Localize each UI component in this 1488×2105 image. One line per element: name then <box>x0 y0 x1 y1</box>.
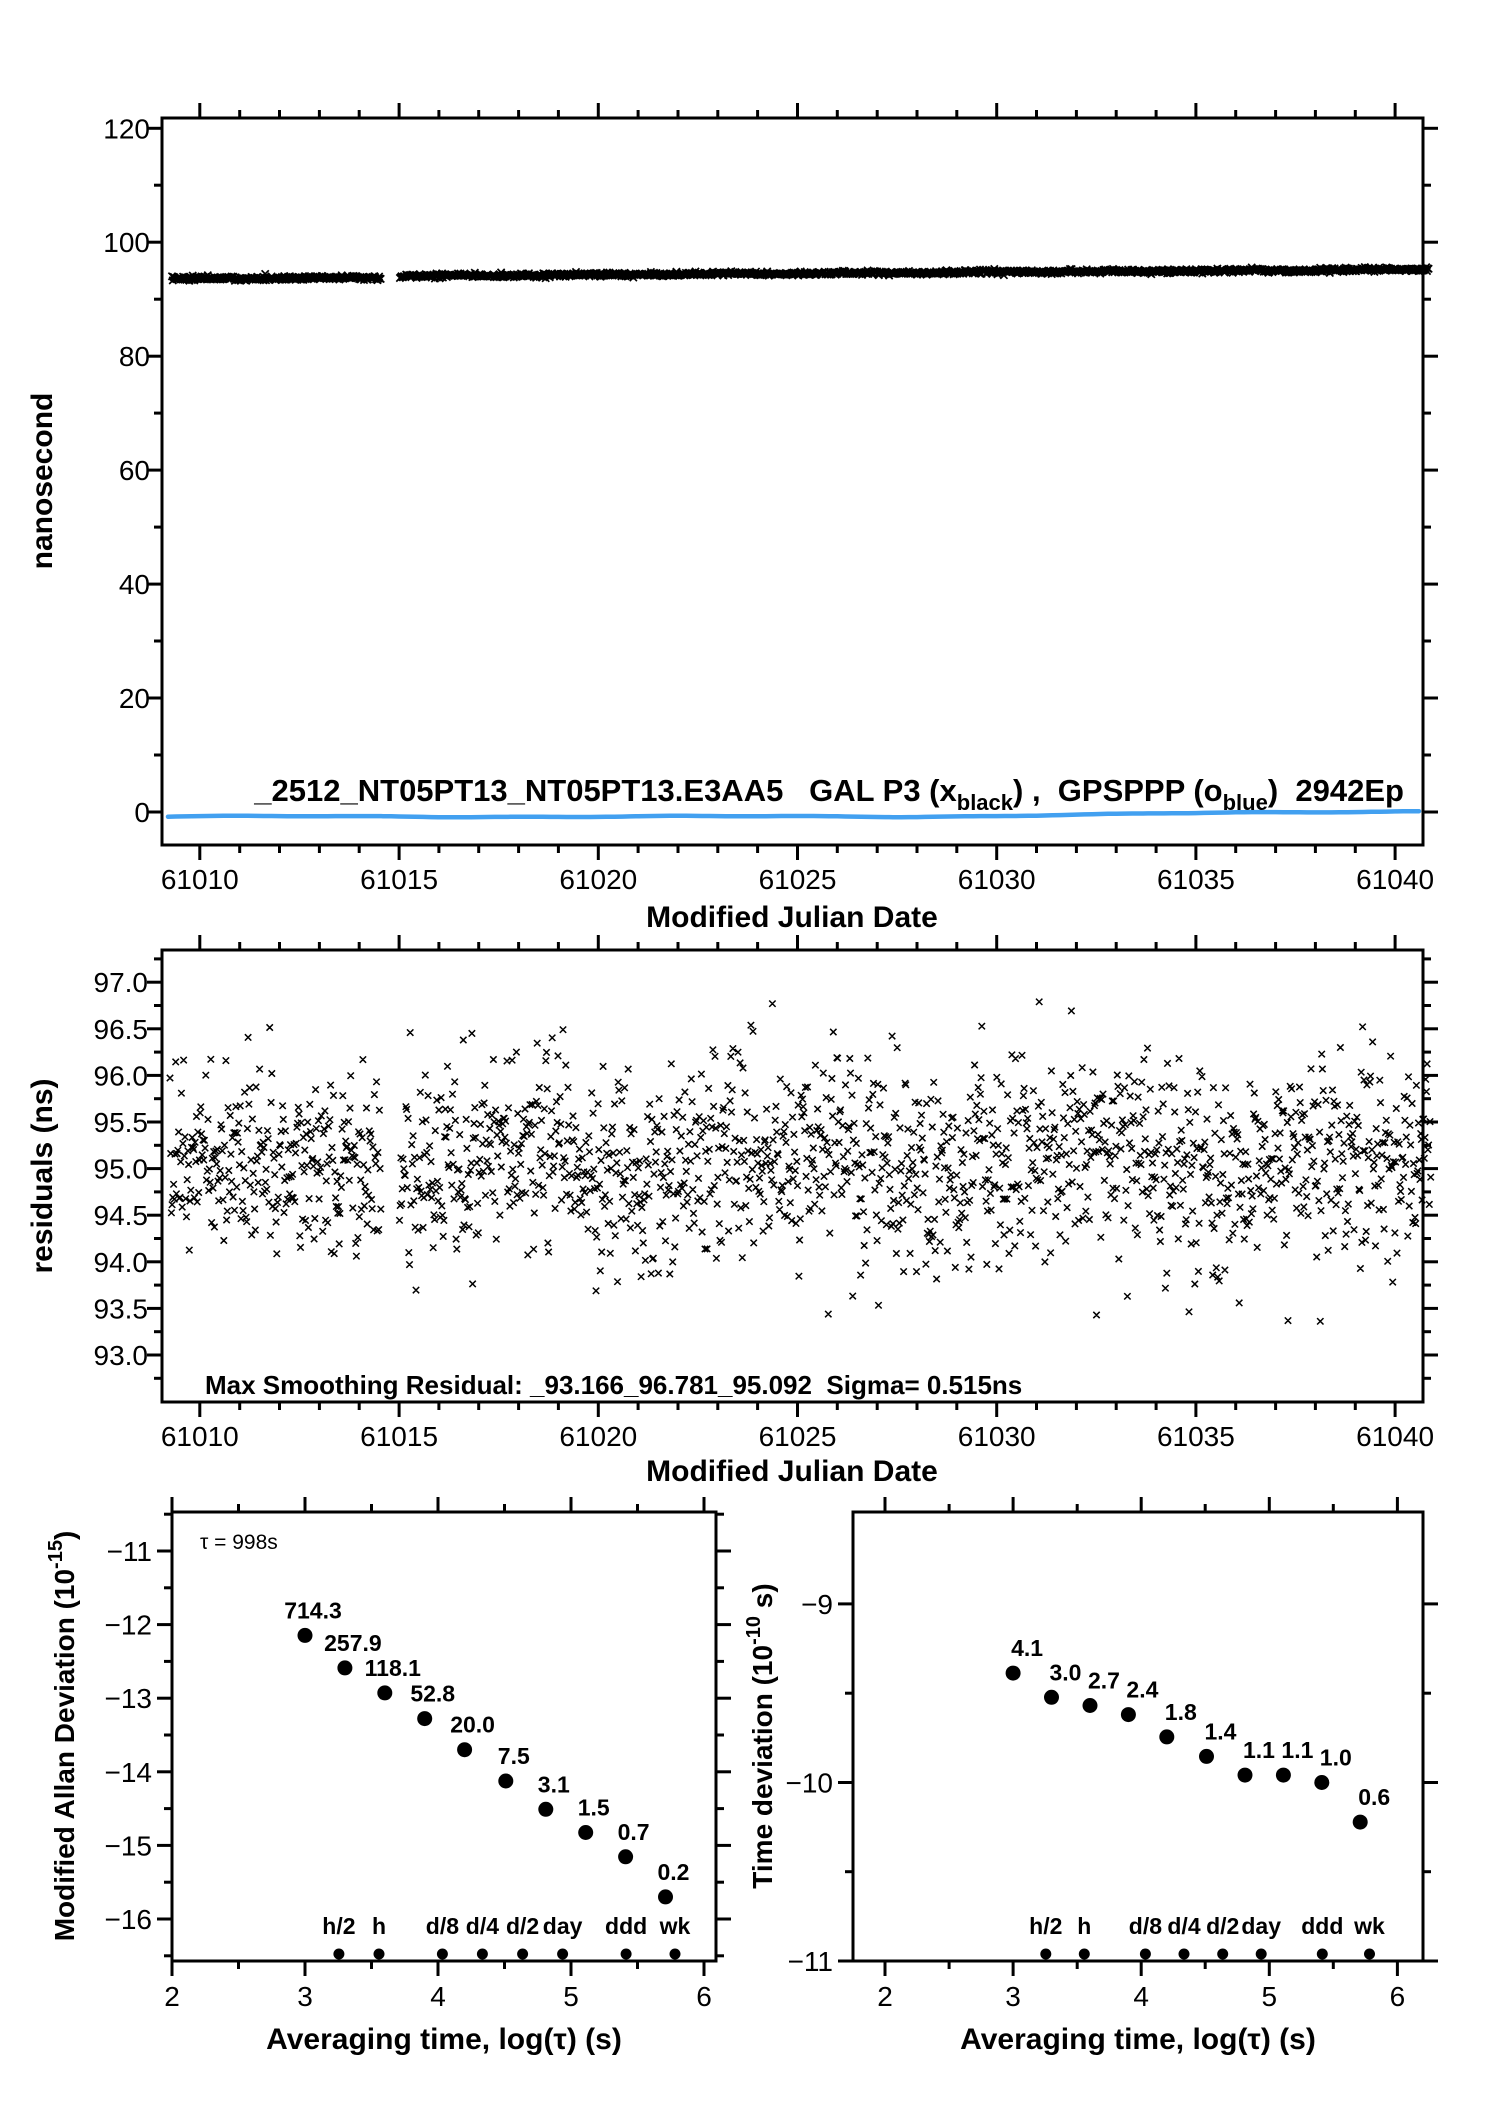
y-tick-label: 93.0 <box>93 1340 148 1371</box>
deviation-value-label: 4.1 <box>1011 1635 1044 1662</box>
time-marker-label: ddd <box>605 1913 648 1939</box>
x-tick-label: 61020 <box>559 1421 638 1452</box>
top-panel-x-axis-title: Modified Julian Date <box>646 901 938 934</box>
deviation-value-label: 257.9 <box>324 1629 382 1656</box>
time-marker-label: d/2 <box>505 1913 540 1939</box>
middle-panel-y-axis-title: residuals (ns) <box>26 1078 59 1274</box>
deviation-value-label: 0.2 <box>657 1858 690 1885</box>
y-tick-label: −12 <box>104 1609 152 1641</box>
deviation-point <box>1276 1768 1291 1783</box>
time-marker-label: day <box>542 1913 583 1939</box>
deviation-value-label: 1.8 <box>1164 1698 1197 1725</box>
time-marker-label: h <box>371 1913 387 1939</box>
time-marker-dot <box>517 1949 528 1960</box>
y-tick-label: −15 <box>104 1830 152 1862</box>
x-tick-label: 61010 <box>160 1421 239 1452</box>
deviation-point <box>1314 1775 1329 1790</box>
deviation-point <box>578 1825 593 1840</box>
deviation-value-label: 1.1 <box>1281 1737 1314 1764</box>
time-marker-dot <box>1079 1949 1090 1960</box>
data-layer <box>167 264 1434 1960</box>
mdev-x-axis-title: Averaging time, log(τ) (s) <box>266 2023 622 2056</box>
time-marker-dot <box>437 1949 448 1960</box>
top-panel-y-axis-title: nanosecond <box>26 392 59 570</box>
deviation-point <box>1121 1707 1136 1722</box>
x-tick-label: 5 <box>563 1981 579 2012</box>
y-tick-label: 100 <box>103 227 150 259</box>
time-marker-label: ddd <box>1301 1913 1344 1939</box>
time-marker-dot <box>333 1949 344 1960</box>
deviation-point <box>1006 1666 1021 1681</box>
tdev-y-axis-title: Time deviation ($10^{-10}$ s) <box>743 1583 778 1889</box>
x-tick-label: 5 <box>1261 1981 1278 2012</box>
tdev-x-axis-title: Averaging time, log(τ) (s) <box>960 2023 1316 2056</box>
tau-annotation: τ = 998s <box>200 1531 278 1554</box>
deviation-value-label: 2.4 <box>1126 1676 1159 1703</box>
time-marker-dot <box>1317 1949 1328 1960</box>
residuals-frame <box>162 950 1423 1402</box>
x-tick-label: 61040 <box>1356 1421 1435 1452</box>
residual-annotation: Max Smoothing Residual: _93.166_96.781_95.092 Sigma= 0.515ns <box>205 1370 1023 1400</box>
deviation-value-label: 52.8 <box>410 1680 456 1707</box>
deviation-point <box>1199 1749 1214 1764</box>
time-marker-label: d/2 <box>1206 1913 1240 1939</box>
deviation-value-label: 0.6 <box>1358 1784 1391 1811</box>
x-tick-label: 61025 <box>758 1421 837 1452</box>
y-tick-label: −11 <box>787 1946 833 1977</box>
y-tick-label: 96.5 <box>93 1013 148 1045</box>
time-marker-label: d/8 <box>1128 1913 1163 1939</box>
y-tick-label: −10 <box>785 1767 833 1799</box>
y-tick-label: −9 <box>801 1588 833 1620</box>
time-deviation-series <box>1006 1635 1391 1959</box>
x-tick-label: 61025 <box>758 864 837 895</box>
x-tick-label: 6 <box>696 1981 712 2012</box>
time-marker-label: wk <box>659 1913 691 1939</box>
y-tick-label: 93.5 <box>93 1293 148 1325</box>
time-marker-dot <box>1040 1949 1051 1960</box>
y-tick-label: 20 <box>118 683 150 714</box>
deviation-value-label: 3.0 <box>1049 1659 1082 1686</box>
y-tick-label: 120 <box>103 113 150 145</box>
deviation-value-label: 118.1 <box>364 1654 421 1681</box>
x-tick-label: 61035 <box>1156 864 1235 895</box>
y-tick-label: 94.0 <box>93 1246 148 1278</box>
y-tick-label: −13 <box>104 1683 152 1715</box>
x-tick-label: 61035 <box>1156 1421 1235 1452</box>
x-tick-label: 4 <box>430 1981 446 2012</box>
phase-comparison-frame <box>162 118 1423 845</box>
deviation-point <box>417 1711 432 1726</box>
x-tick-label: 61030 <box>957 864 1036 895</box>
x-tick-label: 61010 <box>160 864 239 895</box>
time-marker-dot <box>621 1949 632 1960</box>
x-tick-label: 2 <box>164 1981 180 2012</box>
time-marker-label: wk <box>1354 1913 1385 1939</box>
y-tick-label: 80 <box>118 341 150 373</box>
y-tick-label: 95.0 <box>93 1153 148 1185</box>
time-marker-dot <box>477 1949 488 1960</box>
time-marker-dot <box>1256 1949 1267 1960</box>
time-marker-label: d/4 <box>465 1913 500 1939</box>
deviation-value-label: 1.0 <box>1319 1744 1352 1771</box>
modified-allan-deviation-frame <box>172 1512 716 1961</box>
time-deviation-frame <box>853 1512 1423 1961</box>
deviation-value-label: 1.5 <box>577 1794 610 1821</box>
time-marker-dot <box>1140 1949 1151 1960</box>
deviation-value-label: 20.0 <box>450 1711 495 1738</box>
y-tick-label: 40 <box>118 569 150 601</box>
x-tick-label: 61020 <box>559 864 638 895</box>
y-tick-label: 95.5 <box>93 1107 148 1138</box>
time-marker-label: h/2 <box>1029 1913 1063 1939</box>
deviation-point <box>377 1685 392 1700</box>
modified-allan-deviation-series <box>284 1597 690 1959</box>
deviation-value-label: 7.5 <box>497 1743 530 1769</box>
deviation-value-label: 1.1 <box>1243 1737 1275 1764</box>
deviation-value-label: 1.4 <box>1204 1718 1237 1745</box>
x-tick-label: 61015 <box>360 864 439 895</box>
time-marker-label: d/8 <box>425 1913 460 1939</box>
deviation-value-label: 2.7 <box>1088 1667 1120 1694</box>
x-tick-label: 6 <box>1389 1981 1406 2012</box>
deviation-point <box>457 1742 472 1757</box>
x-tick-label: 61040 <box>1356 864 1435 895</box>
x-tick-label: 2 <box>877 1981 893 2012</box>
x-tick-label: 4 <box>1133 1981 1149 2012</box>
y-tick-label: 94.5 <box>93 1200 148 1232</box>
gal-p3-scatter <box>168 264 1432 285</box>
deviation-point <box>1044 1690 1059 1705</box>
x-tick-label: 61015 <box>360 1421 439 1452</box>
time-marker-dot <box>557 1949 568 1960</box>
time-marker-label: h <box>1077 1913 1092 1939</box>
residual-scatter <box>167 999 1434 1325</box>
deviation-point <box>618 1849 633 1864</box>
y-tick-label: −16 <box>104 1904 152 1935</box>
time-marker-label: h/2 <box>322 1913 356 1939</box>
time-marker-dot <box>1217 1949 1228 1960</box>
deviation-point <box>538 1802 553 1817</box>
y-tick-label: 0 <box>134 797 150 828</box>
time-marker-dot <box>1364 1949 1375 1960</box>
x-tick-label: 3 <box>297 1981 313 2012</box>
deviation-point <box>1353 1815 1368 1830</box>
time-marker-label: day <box>1241 1913 1282 1939</box>
deviation-point <box>1159 1729 1174 1744</box>
deviation-point <box>298 1628 313 1643</box>
deviation-point <box>1238 1768 1253 1783</box>
deviation-value-label: 3.1 <box>537 1771 570 1798</box>
deviation-point <box>498 1774 513 1789</box>
time-marker-dot <box>1179 1949 1190 1960</box>
time-marker-dot <box>374 1949 385 1960</box>
x-tick-label: 3 <box>1005 1981 1021 2012</box>
y-tick-label: −11 <box>106 1536 152 1567</box>
deviation-point <box>658 1889 673 1904</box>
y-tick-label: 97.0 <box>93 967 148 999</box>
time-marker-dot <box>670 1949 681 1960</box>
top-panel-title: _2512_NT05PT13_NT05PT13.E3AA5 GAL P3 $(x_{black})$ , GPSPPP $(o_{blue})$ 2942Ep <box>254 773 1404 815</box>
y-tick-label: −14 <box>104 1756 152 1788</box>
deviation-value-label: 0.7 <box>617 1818 650 1845</box>
deviation-value-label: 714.3 <box>284 1597 342 1624</box>
mdev-y-axis-title: Modified Allan Deviation $(10^{-15})$ <box>45 1530 80 1942</box>
x-tick-label: 61030 <box>957 1421 1036 1452</box>
middle-panel-x-axis-title: Modified Julian Date <box>646 1455 938 1488</box>
deviation-point <box>337 1660 352 1675</box>
deviation-point <box>1083 1698 1098 1713</box>
y-tick-label: 60 <box>118 455 150 487</box>
time-marker-label: d/4 <box>1167 1913 1201 1939</box>
y-tick-label: 96.0 <box>93 1060 148 1092</box>
